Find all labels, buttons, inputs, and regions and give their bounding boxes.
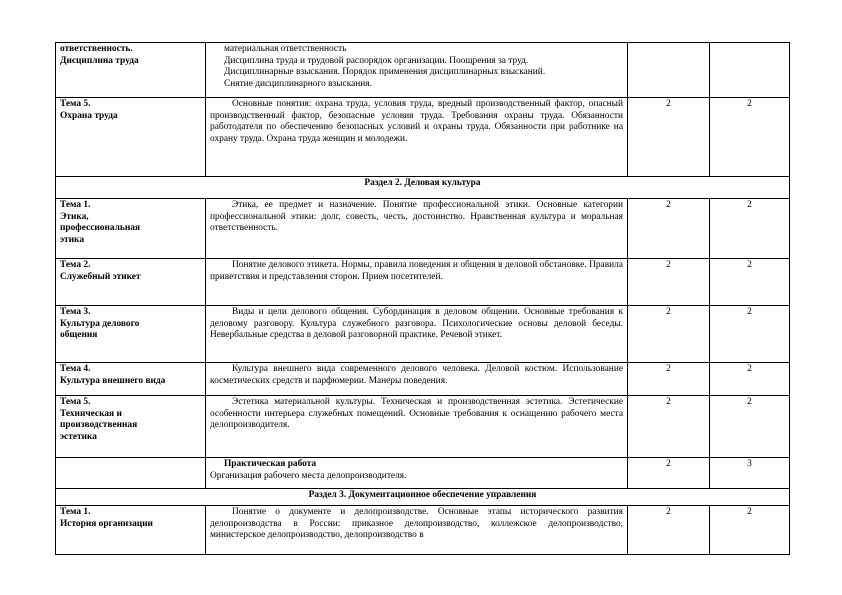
syllabus-table	[55, 42, 790, 555]
topic-title: этика	[60, 234, 85, 245]
table-row	[56, 458, 790, 489]
topic-title: Техническая и	[60, 408, 122, 419]
topic-cell	[56, 506, 206, 555]
hours-cell: 2	[628, 363, 710, 396]
hours-cell: 2	[628, 396, 710, 458]
topic-title: Культура внешнего вида	[60, 375, 166, 386]
topic-cell	[56, 396, 206, 458]
content-cell	[206, 458, 628, 489]
table-row	[56, 506, 790, 555]
topic-title: производственная	[60, 420, 138, 431]
hours-cell: 2	[628, 98, 710, 177]
table-row	[56, 363, 790, 396]
content-cell: Основные понятия: охрана труда, условия труда, вредный производственный фактор, опасный производственный фактор, безопасные условия труда. Требования охраны труда. Обязанности работодателя по обеспечению безопасных условий и охраны труда. Обязанности при работнике на охрану труда. Охрана труда женщин и молодежи.	[206, 98, 628, 177]
table-row	[56, 396, 790, 458]
level-cell: 2	[710, 506, 790, 555]
content-text: Понятие о документе и делопроизводстве. Основные этапы исторического развития делопроизводства в России: приказное делопроизводство, коллежское делопроизводство, министерское делопроизводство, делопроизводство в	[210, 507, 623, 541]
topic-title: История организации	[60, 518, 153, 529]
hours-cell: 2	[628, 506, 710, 555]
practical-content: Организация рабочего места делопроизводителя.	[210, 470, 407, 481]
content-cell	[206, 43, 628, 98]
topic-cell	[56, 259, 206, 306]
topic-cell	[56, 363, 206, 396]
content-cell: Этика, ее предмет и назначение. Понятие профессиональной этики. Основные категории профессиональной этики: долг, совесть, честь, достоинство. Нравственная культура и моральная ответственность.	[206, 199, 628, 259]
hours-cell: 2	[628, 259, 710, 306]
section-title: Раздел 2. Деловая культура	[56, 177, 790, 199]
topic-number: Тема 5.	[60, 99, 91, 109]
section-title: Раздел 3. Документационное обеспечение управления	[56, 489, 790, 506]
hours-cell	[628, 43, 710, 98]
hours-cell: 2	[628, 306, 710, 363]
topic-title: эстетика	[60, 431, 97, 442]
topic-title: Культура делового	[60, 318, 140, 329]
level-cell: 2	[710, 98, 790, 177]
table-row	[56, 43, 790, 98]
section-row	[56, 489, 790, 506]
level-cell	[710, 43, 790, 98]
level-cell: 2	[710, 259, 790, 306]
topic-number: Тема 2.	[60, 260, 91, 270]
topic-cell	[56, 199, 206, 259]
level-cell: 3	[710, 458, 790, 489]
topic-number: Тема 1.	[60, 200, 91, 210]
content-line: Дисциплина труда и трудовой распорядок организации. Поощрения за труд.	[224, 55, 529, 66]
topic-title: Этика,	[60, 211, 89, 222]
topic-text: ответственность.	[60, 44, 133, 54]
topic-number: Тема 1.	[60, 507, 91, 517]
table-row	[56, 306, 790, 363]
content-cell: Понятие делового этикета. Нормы, правила поведения и общения в деловой обстановке. Правила приветствия и представления сторон. Прием посетителей.	[206, 259, 628, 306]
content-cell: Эстетика материальной культуры. Техническая и производственная эстетика. Эстетические особенности интерьера служебных помещений. Основные требования к оснащению рабочего места делопроизводителя.	[206, 396, 628, 458]
table-row	[56, 259, 790, 306]
content-cell: Виды и цели делового общения. Субординация в деловом общении. Основные требования к деловому разговору. Культура служебного разговора. Психологические основы деловой беседы. Невербальные средства в деловой разговорной практике. Речевой этикет.	[206, 306, 628, 363]
content-line: Снятие дисциплинарного взыскания.	[224, 78, 372, 89]
topic-title: Дисциплина труда	[60, 55, 139, 66]
topic-number: Тема 4.	[60, 364, 91, 374]
content-line: материальная ответственность	[224, 44, 347, 54]
practical-title: Практическая работа	[224, 459, 317, 469]
hours-cell: 2	[628, 458, 710, 489]
level-cell: 2	[710, 199, 790, 259]
topic-cell	[56, 98, 206, 177]
empty-cell	[56, 458, 206, 489]
topic-title: Охрана труда	[60, 110, 118, 121]
topic-title: общения	[60, 330, 98, 341]
table-row	[56, 199, 790, 259]
topic-title: Служебный этикет	[60, 271, 141, 282]
content-cell	[206, 506, 628, 555]
topic-title: профессиональная	[60, 223, 141, 234]
topic-cell	[56, 43, 206, 98]
table-row	[56, 98, 790, 177]
topic-cell	[56, 306, 206, 363]
topic-number: Тема 3.	[60, 307, 91, 317]
content-line: Дисциплинарные взыскания. Порядок применения дисциплинарных взысканий.	[224, 67, 546, 78]
content-cell: Культура внешнего вида современного делового человека. Деловой костюм. Использование косметических средств и парфюмерии. Манеры поведения.	[206, 363, 628, 396]
level-cell: 2	[710, 396, 790, 458]
section-row	[56, 177, 790, 199]
hours-cell: 2	[628, 199, 710, 259]
level-cell: 2	[710, 363, 790, 396]
level-cell: 2	[710, 306, 790, 363]
topic-number: Тема 5.	[60, 397, 91, 407]
